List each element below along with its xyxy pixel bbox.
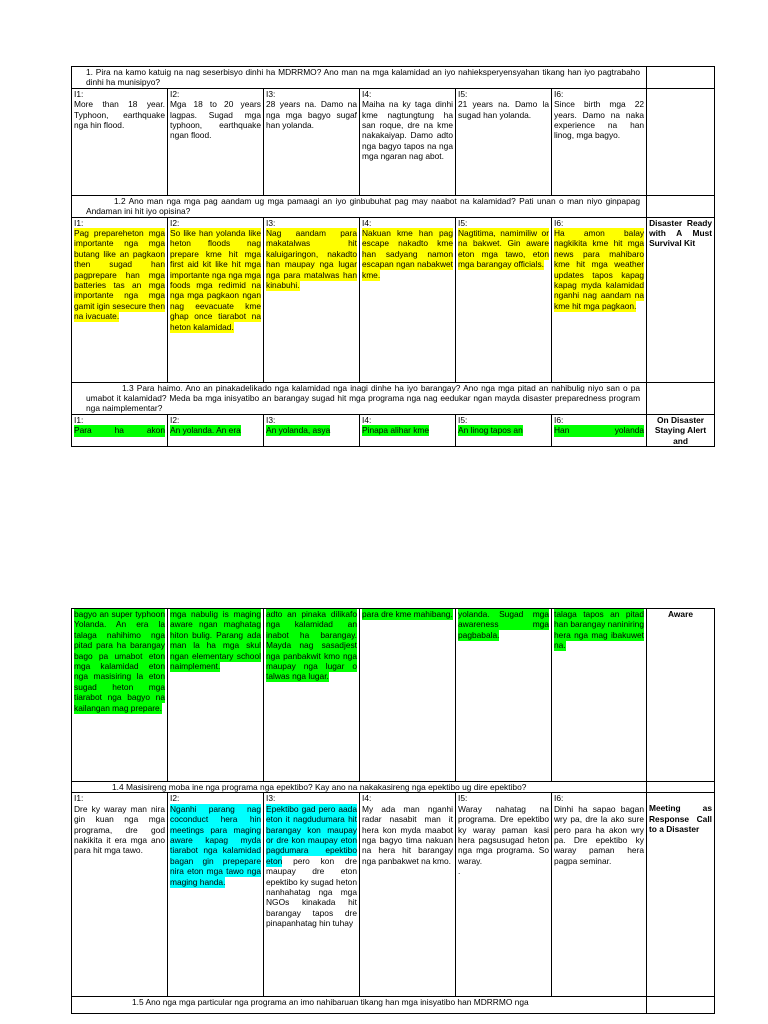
informant-label: I1: <box>74 414 84 425</box>
theme-cell: Disaster Ready with A Must Survival Kit <box>647 217 715 382</box>
informant-label: I4: <box>362 88 372 99</box>
question-1-3 <box>72 382 647 414</box>
informant-label: I5: <box>458 88 468 99</box>
answer-cell-i5 <box>456 609 552 782</box>
interview-table-page-1 <box>71 66 715 447</box>
answer-cell-i4 <box>360 793 456 997</box>
theme-cell: Aware <box>647 609 715 782</box>
theme-cell-empty <box>647 195 715 217</box>
question-row-1-4 <box>72 782 715 793</box>
question-1-5 <box>72 997 647 1014</box>
highlighted-answer: talaga tapos an pitad han barangay naniniring hera nga mag ibakuwet na. <box>554 609 644 651</box>
question-text: 1.5 Ano nga mga particular nga programa an imo nahibaruan tikang han mga inisyatibo han MDRRMO nga <box>132 997 529 1008</box>
answer-cell-i6 <box>552 414 647 446</box>
answer-cell-i5 <box>456 88 552 195</box>
answer-row-1-4 <box>72 793 715 997</box>
highlighted-answer: Pinapa alihar kme <box>362 425 430 436</box>
theme-cell-empty <box>647 382 715 414</box>
question-text: 1.3 Para haimo. Ano an pinakadelikado nga kalamidad nga inagi dinhe ha iyo barangay? Ano nga mga pitad an nahibulig niyo san o pa umabot it kalamidad? Meda ba mga inisyatibo an barangay sugad hit mga programa nga nag eedukar ngan mayda disaster preparedness program nga naimplementar? <box>86 382 641 414</box>
answer-cell-i6 <box>552 88 647 195</box>
answer-cell-i1 <box>72 414 168 446</box>
highlighted-answer: Nakuan kme han pag escape nakadto kme han sadyang namon escapan ngan nabakwet kme. <box>362 228 453 280</box>
informant-label: I4: <box>362 217 372 228</box>
informant-label: I6: <box>554 88 564 99</box>
question-1-2 <box>72 195 647 217</box>
highlighted-answer: Epektibo gad pero aada eton it nagdudumara hit barangay kon maupay or dre kon maupay eton pagdumara epektibo eton <box>266 803 357 866</box>
informant-label: I3: <box>266 793 276 804</box>
informant-label: I6: <box>554 217 564 228</box>
informant-label: I2: <box>170 793 180 804</box>
informant-label: I1: <box>74 793 84 804</box>
question-text: 1.4 Masisireng moba ine nga programa nga epektibo? Kay ano na nakakasireng nga epektibo ug dire epektibo? <box>112 782 527 792</box>
highlighted-answer: An yolanda, asya <box>266 425 331 436</box>
highlighted-answer: adto an pinaka dilikafo nga kalamidad an inabot ha barangay. Mayda nag sasadjest nga panbakwit kmo nga maupay nga lugar o talwas nga lugar. <box>266 609 357 682</box>
informant-label: I5: <box>458 217 468 228</box>
theme-cell-empty <box>647 88 715 195</box>
theme-cell-empty <box>647 782 715 793</box>
informant-label: I4: <box>362 414 372 425</box>
answer-cell-i4 <box>360 88 456 195</box>
answer-cell-i2 <box>168 609 264 782</box>
question-1-1: 1. Pira na kamo katuig na nag seserbisyo dinhi ha MDRRMO? Ano man na mga kalamidad an iyo nahieksperyensyahan tikang han iyo pagtrabaho dinhi ha munisipyo? <box>72 67 647 89</box>
highlighted-answer: Nganhi parang nag coconduct hera hin meetings para maging aware kapag myda tiarabot nga kalamidad bagan gin prepepare nira eton mga tawo nga maging handa. <box>170 803 261 887</box>
answer-cell-i3 <box>264 609 360 782</box>
theme-cell <box>647 793 715 997</box>
answer-cell-i1 <box>72 793 168 997</box>
highlighted-answer: Nag aandam para makatalwas hit kaluigaringon, nakadto han maupay nga lugar nga para matalwas han kinabuhi. <box>266 228 357 291</box>
answer-cell-i6 <box>552 793 647 997</box>
informant-label: I2: <box>170 88 180 99</box>
question-text: 1.2 Ano man nga mga pag aandam ug mga pamaagi an iyo ginbubuhat pag may naabot na kalamidad? Pati unan o man niyo ginpapag Andaman ini hit iyo opisina? <box>86 195 641 217</box>
informant-label: I3: <box>266 88 276 99</box>
answer-text: 28 years na. Damo na nga mga bagyo sugaf han yolanda. <box>266 99 357 131</box>
answer-cell-i4 <box>360 609 456 782</box>
answer-cell-i1 <box>72 609 168 782</box>
question-1-4 <box>72 782 647 793</box>
answer-cell-i3 <box>264 414 360 446</box>
answer-cell-i5 <box>456 793 552 997</box>
informant-label: I2: <box>170 217 180 228</box>
highlighted-answer: So like han yolanda like heton floods nag prepare kme hit mga first aid kit like hit mga importante nga nga mga foods mga redimid na nga mga pagkaon ngan nag eevacuate kme ghap once tiarabot na heton kalamidad. <box>170 228 261 332</box>
answer-cell-i1 <box>72 88 168 195</box>
answer-row-1-1 <box>72 88 715 195</box>
informant-label: I3: <box>266 414 276 425</box>
highlighted-answer: para dre kme mahibang. <box>362 609 453 619</box>
answer-cell-i2 <box>168 88 264 195</box>
answer-cell-i5 <box>456 217 552 382</box>
answer-cell-i3 <box>264 88 360 195</box>
answer-row-1-3 <box>72 414 715 446</box>
answer-text: Maiha na ky taga dinhi kme nagtungtung ha san roque, dre na kme nakakaiyap. Damo adto nga bagyo tapos na nga mga ngaran nag abot. <box>362 99 453 162</box>
theme-cell-empty <box>647 997 715 1014</box>
answer-cell-i4 <box>360 414 456 446</box>
answer-cell-i6 <box>552 217 647 382</box>
answer-text: My ada man nganhi radar nasabit man it hera kon myda maabot nga bagyo tima nakuan na hera hit barangay nga panbakwet na kmo. <box>362 803 453 866</box>
answer-cell-i3 <box>264 217 360 382</box>
informant-label: I2: <box>170 414 180 425</box>
answer-text: Mga 18 to 20 years lagpas. Sugad mga typhoon, earthquake ngan flood. <box>170 99 261 141</box>
answer-extra: . <box>458 866 461 877</box>
informant-label: I1: <box>74 88 84 99</box>
answer-text: Waray nahatag na programa. Dre epektibo ky waray paman kasi hera pagsusugad heton nga mga programa. So waray. <box>458 803 549 866</box>
interview-table-page-2 <box>71 608 715 1014</box>
highlighted-answer: Para ha akon <box>74 425 165 436</box>
theme-cell-empty <box>647 67 715 89</box>
answer-cell-i2 <box>168 793 264 997</box>
answer-cell-i2 <box>168 217 264 382</box>
highlighted-answer: mga nabulig is maging aware ngan maghatag hiton bulig. Parang ada man la ha mga skul ngan elementary school naimplement. <box>170 609 261 672</box>
highlighted-answer: Ha amon balay nagkikita kme hit mga news para mahibaro kme hit mga weather updates tapos kapag kapag myda kalamidad nganhi nag aandam na kme hit mga pagkaon. <box>554 228 645 311</box>
question-row-1-5 <box>72 997 715 1014</box>
informant-label: I5: <box>458 414 468 425</box>
highlighted-answer: An yolanda. An era <box>170 425 241 436</box>
informant-label: I1: <box>74 217 84 228</box>
highlighted-answer: Nagtitima, namimiliw or na bakwet. Gin aware eton mga tawo, eton mga barangay officials. <box>458 228 549 270</box>
informant-label: I5: <box>458 793 468 804</box>
informant-label: I4: <box>362 793 372 804</box>
highlighted-answer: An linog tapos an <box>458 425 523 436</box>
answer-text: Dinhi ha sapao bagan wry pa, dre la ako sure pero para ha akon wry pa. Dre epektibo ky waray paman hera pagpa seminar. <box>554 803 644 866</box>
answer-cell-i6 <box>552 609 647 782</box>
answer-text: More than 18 year. Typhoon, earthquake nga hin flood. <box>74 99 165 131</box>
answer-cell-i2 <box>168 414 264 446</box>
question-row-1-3 <box>72 382 715 414</box>
answer-cell-i1 <box>72 217 168 382</box>
informant-label: I6: <box>554 414 564 425</box>
answer-text: pero kon dre maupay dre eton epektibo ky sugad heton nanhahatag nga mga NGOs kinakada hit barangay tapos dre pinapanhatag hin tuhay <box>266 855 357 929</box>
informant-label: I3: <box>266 217 276 228</box>
answer-row-1-3-continued <box>72 609 715 782</box>
answer-cell-i3 <box>264 793 360 997</box>
answer-text: Dre ky waray man nira gin kuan nga mga programa, dre god nakikita it era mga ano para hit mga tawo. <box>74 803 165 856</box>
informant-label: I6: <box>554 793 564 804</box>
theme-cell: On Disaster Staying Alert and <box>647 414 715 446</box>
theme-text: Meeting as Response Call to a Disaster <box>649 803 712 835</box>
answer-row-1-2 <box>72 217 715 382</box>
highlighted-answer: Pag prepareheton mga importante nga mga butang like an pagkaon then sugad han pagprepare han mga batteries tas an mga importante nga mga gamit igin sesecure then na ivacuate. <box>74 228 165 322</box>
highlighted-answer: yolanda. Sugad mga awareness mga pagbabala. <box>458 609 549 640</box>
answer-text: Since birth mga 22 years. Damo na naka experience na han linog, mga bagyo. <box>554 99 645 141</box>
highlighted-answer: Han yolanda <box>554 425 645 436</box>
answer-text: 21 years na. Damo la sugad han yolanda. <box>458 99 549 120</box>
answer-cell-i5 <box>456 414 552 446</box>
answer-cell-i4 <box>360 217 456 382</box>
question-row-1-1 <box>72 67 715 89</box>
highlighted-answer: bagyo an super typhoon Yolanda. An era la talaga nahihimo nga pitad para ha barangay bago pa umabot eton mga kalamidad eton nga masisiring la eton sugad heton mga tiarabot nga bagyo na kailangan mag prepare. <box>74 609 165 713</box>
question-row-1-2 <box>72 195 715 217</box>
